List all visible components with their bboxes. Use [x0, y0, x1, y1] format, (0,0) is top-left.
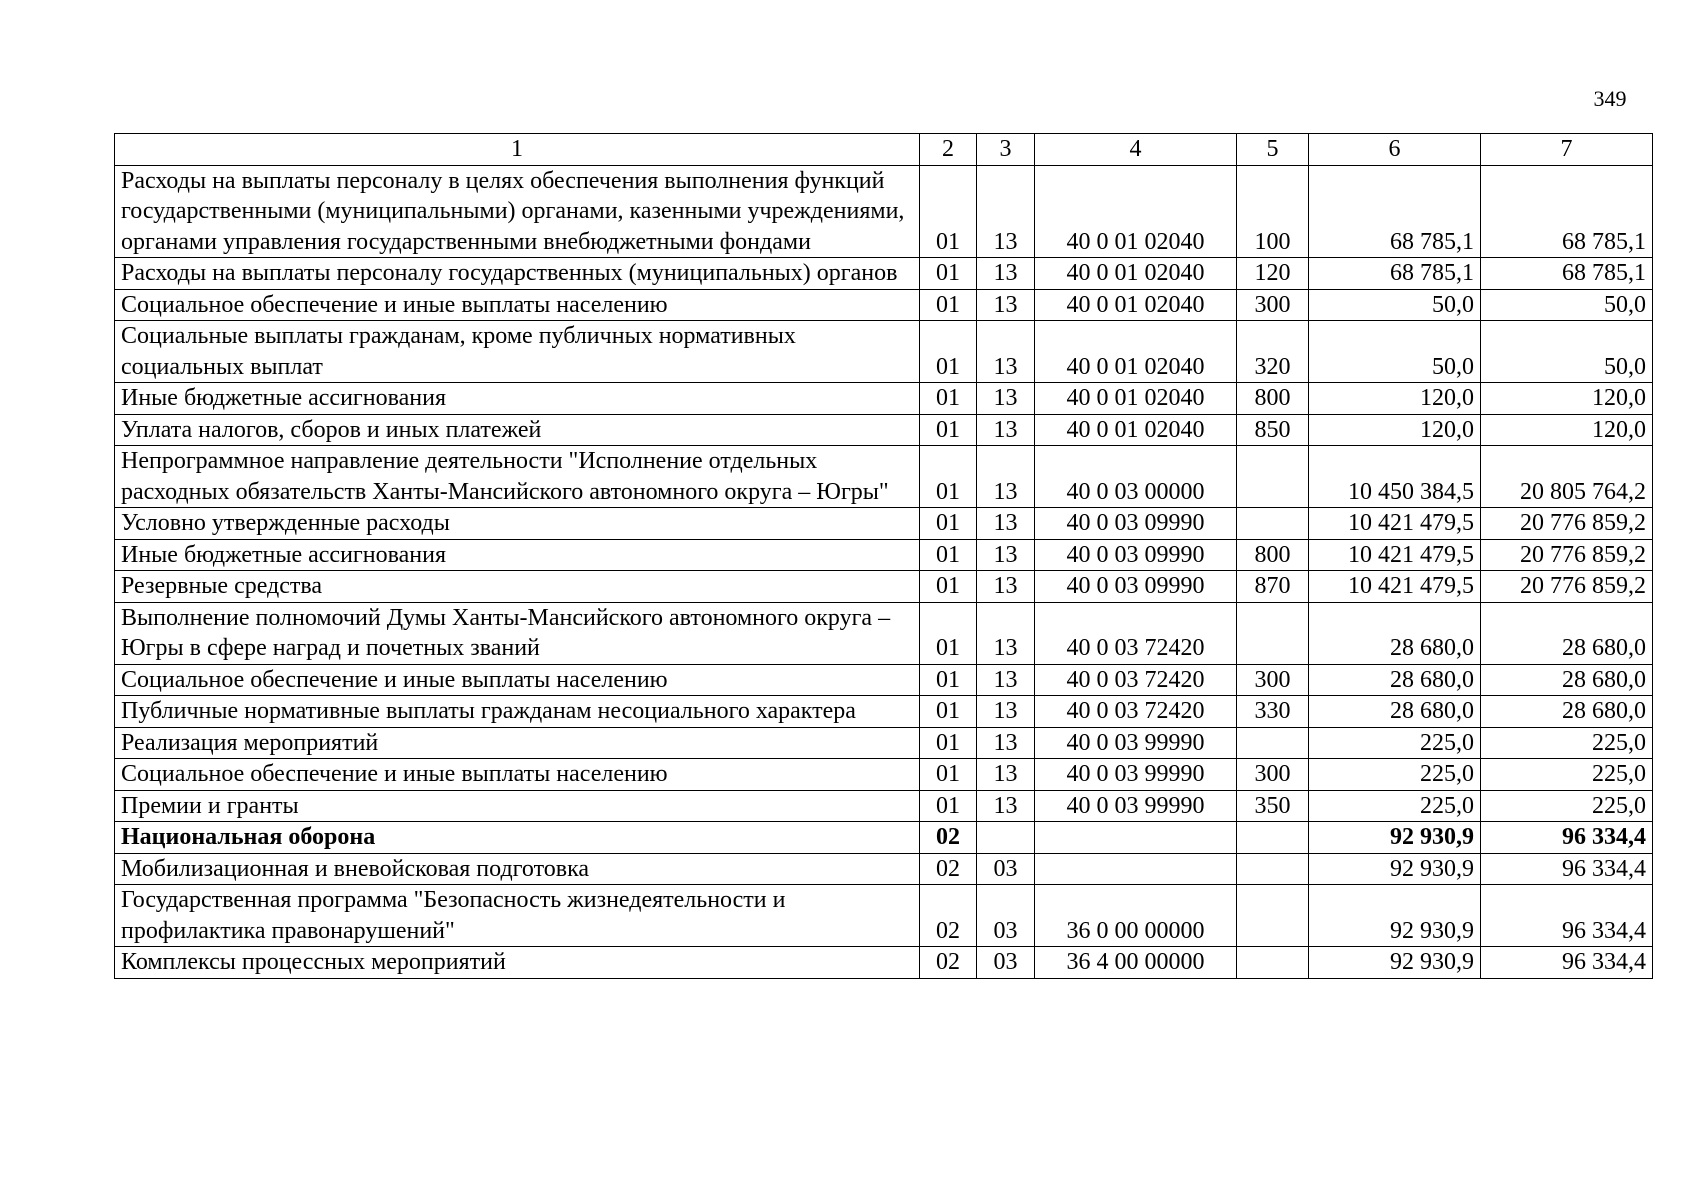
row-name: Расходы на выплаты персоналу в целях обеспечения выполнения функций государственными (муниципальными) органами, казенными учреждениями, органами управления государственными внебюджетными фондами	[115, 165, 920, 258]
row-amount-year2: 50,0	[1481, 321, 1653, 383]
row-subsection-code: 03	[977, 885, 1035, 947]
row-expense-type	[1237, 885, 1309, 947]
row-expense-type	[1237, 446, 1309, 508]
table-row	[115, 602, 1653, 664]
row-expense-type: 800	[1237, 539, 1309, 571]
row-expense-type: 870	[1237, 571, 1309, 603]
row-expense-type: 300	[1237, 664, 1309, 696]
row-amount-year1: 28 680,0	[1309, 664, 1481, 696]
row-target-article: 40 0 03 09990	[1035, 508, 1237, 540]
budget-table	[114, 133, 1653, 979]
row-section-code: 02	[920, 853, 977, 885]
row-target-article: 40 0 03 09990	[1035, 571, 1237, 603]
row-expense-type: 300	[1237, 759, 1309, 791]
row-amount-year2: 20 776 859,2	[1481, 508, 1653, 540]
row-amount-year2: 28 680,0	[1481, 602, 1653, 664]
row-target-article: 40 0 03 72420	[1035, 602, 1237, 664]
row-amount-year1: 92 930,9	[1309, 947, 1481, 979]
row-expense-type: 320	[1237, 321, 1309, 383]
row-amount-year2: 20 805 764,2	[1481, 446, 1653, 508]
row-amount-year2: 225,0	[1481, 790, 1653, 822]
row-name: Выполнение полномочий Думы Ханты-Мансийского автономного округа – Югры в сфере наград и почетных званий	[115, 602, 920, 664]
row-subsection-code: 03	[977, 853, 1035, 885]
table-row	[115, 947, 1653, 979]
row-expense-type: 330	[1237, 696, 1309, 728]
row-amount-year2: 50,0	[1481, 289, 1653, 321]
row-subsection-code: 13	[977, 508, 1035, 540]
row-amount-year1: 10 421 479,5	[1309, 508, 1481, 540]
row-name: Комплексы процессных мероприятий	[115, 947, 920, 979]
row-section-code: 01	[920, 727, 977, 759]
row-name: Расходы на выплаты персоналу государственных (муниципальных) органов	[115, 258, 920, 290]
row-section-code: 01	[920, 289, 977, 321]
row-amount-year1: 28 680,0	[1309, 602, 1481, 664]
row-target-article	[1035, 822, 1237, 854]
row-subsection-code: 13	[977, 383, 1035, 415]
row-target-article: 40 0 03 72420	[1035, 664, 1237, 696]
row-amount-year1: 225,0	[1309, 727, 1481, 759]
column-header-1: 1	[115, 134, 920, 166]
row-target-article: 40 0 03 00000	[1035, 446, 1237, 508]
header-row	[115, 134, 1653, 166]
row-section-code: 02	[920, 947, 977, 979]
row-amount-year2: 68 785,1	[1481, 165, 1653, 258]
column-header-6: 6	[1309, 134, 1481, 166]
row-target-article: 40 0 03 72420	[1035, 696, 1237, 728]
row-name: Национальная оборона	[115, 822, 920, 854]
table-row	[115, 790, 1653, 822]
row-section-code: 01	[920, 258, 977, 290]
table-header	[115, 134, 1653, 166]
row-subsection-code: 13	[977, 539, 1035, 571]
column-header-3: 3	[977, 134, 1035, 166]
row-section-code: 01	[920, 165, 977, 258]
table-row	[115, 383, 1653, 415]
row-target-article	[1035, 853, 1237, 885]
row-section-code: 01	[920, 664, 977, 696]
row-name: Мобилизационная и вневойсковая подготовка	[115, 853, 920, 885]
column-header-5: 5	[1237, 134, 1309, 166]
row-section-code: 01	[920, 383, 977, 415]
row-amount-year2: 120,0	[1481, 383, 1653, 415]
table-row	[115, 414, 1653, 446]
row-section-code: 01	[920, 508, 977, 540]
row-target-article: 40 0 01 02040	[1035, 414, 1237, 446]
row-name: Премии и гранты	[115, 790, 920, 822]
row-subsection-code: 13	[977, 602, 1035, 664]
row-amount-year2: 96 334,4	[1481, 853, 1653, 885]
row-amount-year1: 10 421 479,5	[1309, 539, 1481, 571]
row-amount-year2: 225,0	[1481, 759, 1653, 791]
row-subsection-code: 03	[977, 947, 1035, 979]
row-amount-year1: 225,0	[1309, 790, 1481, 822]
row-amount-year2: 96 334,4	[1481, 885, 1653, 947]
row-amount-year1: 10 450 384,5	[1309, 446, 1481, 508]
table-row	[115, 885, 1653, 947]
row-amount-year1: 92 930,9	[1309, 853, 1481, 885]
row-name: Реализация мероприятий	[115, 727, 920, 759]
row-amount-year1: 50,0	[1309, 321, 1481, 383]
row-subsection-code: 13	[977, 790, 1035, 822]
row-target-article: 40 0 03 99990	[1035, 790, 1237, 822]
table-row	[115, 759, 1653, 791]
row-expense-type	[1237, 602, 1309, 664]
row-amount-year1: 92 930,9	[1309, 885, 1481, 947]
table-row	[115, 571, 1653, 603]
row-expense-type	[1237, 947, 1309, 979]
row-name: Непрограммное направление деятельности "Исполнение отдельных расходных обязательств Ханты-Мансийского автономного округа – Югры"	[115, 446, 920, 508]
table-row	[115, 727, 1653, 759]
row-section-code: 02	[920, 822, 977, 854]
row-amount-year2: 120,0	[1481, 414, 1653, 446]
table-row	[115, 446, 1653, 508]
table-row	[115, 539, 1653, 571]
row-name: Публичные нормативные выплаты гражданам несоциального характера	[115, 696, 920, 728]
row-target-article: 40 0 01 02040	[1035, 165, 1237, 258]
row-name: Уплата налогов, сборов и иных платежей	[115, 414, 920, 446]
row-section-code: 01	[920, 321, 977, 383]
table-body	[115, 165, 1653, 978]
row-amount-year2: 96 334,4	[1481, 947, 1653, 979]
row-amount-year2: 28 680,0	[1481, 696, 1653, 728]
row-expense-type	[1237, 822, 1309, 854]
row-subsection-code: 13	[977, 414, 1035, 446]
row-amount-year1: 50,0	[1309, 289, 1481, 321]
row-expense-type: 300	[1237, 289, 1309, 321]
row-amount-year1: 68 785,1	[1309, 258, 1481, 290]
row-section-code: 01	[920, 759, 977, 791]
table-row	[115, 289, 1653, 321]
row-section-code: 01	[920, 539, 977, 571]
row-target-article: 40 0 01 02040	[1035, 383, 1237, 415]
row-subsection-code: 13	[977, 571, 1035, 603]
table-row	[115, 696, 1653, 728]
table-row	[115, 508, 1653, 540]
row-amount-year2: 96 334,4	[1481, 822, 1653, 854]
row-section-code: 01	[920, 696, 977, 728]
row-amount-year2: 68 785,1	[1481, 258, 1653, 290]
row-amount-year1: 92 930,9	[1309, 822, 1481, 854]
row-expense-type: 800	[1237, 383, 1309, 415]
row-expense-type: 100	[1237, 165, 1309, 258]
row-amount-year1: 120,0	[1309, 414, 1481, 446]
column-header-2: 2	[920, 134, 977, 166]
row-name: Социальное обеспечение и иные выплаты населению	[115, 664, 920, 696]
row-section-code: 01	[920, 446, 977, 508]
row-section-code: 01	[920, 602, 977, 664]
row-amount-year2: 225,0	[1481, 727, 1653, 759]
row-name: Иные бюджетные ассигнования	[115, 539, 920, 571]
row-subsection-code: 13	[977, 664, 1035, 696]
table-row	[115, 822, 1653, 854]
row-name: Социальное обеспечение и иные выплаты населению	[115, 759, 920, 791]
row-expense-type: 120	[1237, 258, 1309, 290]
row-amount-year1: 225,0	[1309, 759, 1481, 791]
row-target-article: 40 0 03 99990	[1035, 727, 1237, 759]
row-target-article: 40 0 03 99990	[1035, 759, 1237, 791]
table-row	[115, 664, 1653, 696]
row-section-code: 01	[920, 790, 977, 822]
row-name: Иные бюджетные ассигнования	[115, 383, 920, 415]
row-section-code: 01	[920, 414, 977, 446]
row-amount-year1: 10 421 479,5	[1309, 571, 1481, 603]
column-header-4: 4	[1035, 134, 1237, 166]
row-expense-type: 850	[1237, 414, 1309, 446]
row-target-article: 40 0 01 02040	[1035, 289, 1237, 321]
row-subsection-code	[977, 822, 1035, 854]
row-target-article: 36 0 00 00000	[1035, 885, 1237, 947]
row-section-code: 02	[920, 885, 977, 947]
row-amount-year1: 68 785,1	[1309, 165, 1481, 258]
row-name: Социальные выплаты гражданам, кроме публичных нормативных социальных выплат	[115, 321, 920, 383]
page-number: 349	[1593, 86, 1627, 111]
row-subsection-code: 13	[977, 727, 1035, 759]
table-row	[115, 258, 1653, 290]
row-expense-type	[1237, 727, 1309, 759]
row-expense-type	[1237, 853, 1309, 885]
row-expense-type: 350	[1237, 790, 1309, 822]
row-name: Резервные средства	[115, 571, 920, 603]
row-section-code: 01	[920, 571, 977, 603]
row-subsection-code: 13	[977, 696, 1035, 728]
row-target-article: 40 0 01 02040	[1035, 321, 1237, 383]
row-name: Государственная программа "Безопасность жизнедеятельности и профилактика правонарушений"	[115, 885, 920, 947]
row-amount-year1: 120,0	[1309, 383, 1481, 415]
row-subsection-code: 13	[977, 289, 1035, 321]
row-subsection-code: 13	[977, 165, 1035, 258]
row-amount-year2: 28 680,0	[1481, 664, 1653, 696]
row-subsection-code: 13	[977, 258, 1035, 290]
row-subsection-code: 13	[977, 759, 1035, 791]
row-amount-year2: 20 776 859,2	[1481, 539, 1653, 571]
row-name: Социальное обеспечение и иные выплаты населению	[115, 289, 920, 321]
row-target-article: 36 4 00 00000	[1035, 947, 1237, 979]
row-subsection-code: 13	[977, 446, 1035, 508]
column-header-7: 7	[1481, 134, 1653, 166]
table-row	[115, 853, 1653, 885]
row-name: Условно утвержденные расходы	[115, 508, 920, 540]
row-target-article: 40 0 01 02040	[1035, 258, 1237, 290]
row-amount-year1: 28 680,0	[1309, 696, 1481, 728]
table-row	[115, 165, 1653, 258]
row-subsection-code: 13	[977, 321, 1035, 383]
row-amount-year2: 20 776 859,2	[1481, 571, 1653, 603]
table-row	[115, 321, 1653, 383]
row-expense-type	[1237, 508, 1309, 540]
row-target-article: 40 0 03 09990	[1035, 539, 1237, 571]
